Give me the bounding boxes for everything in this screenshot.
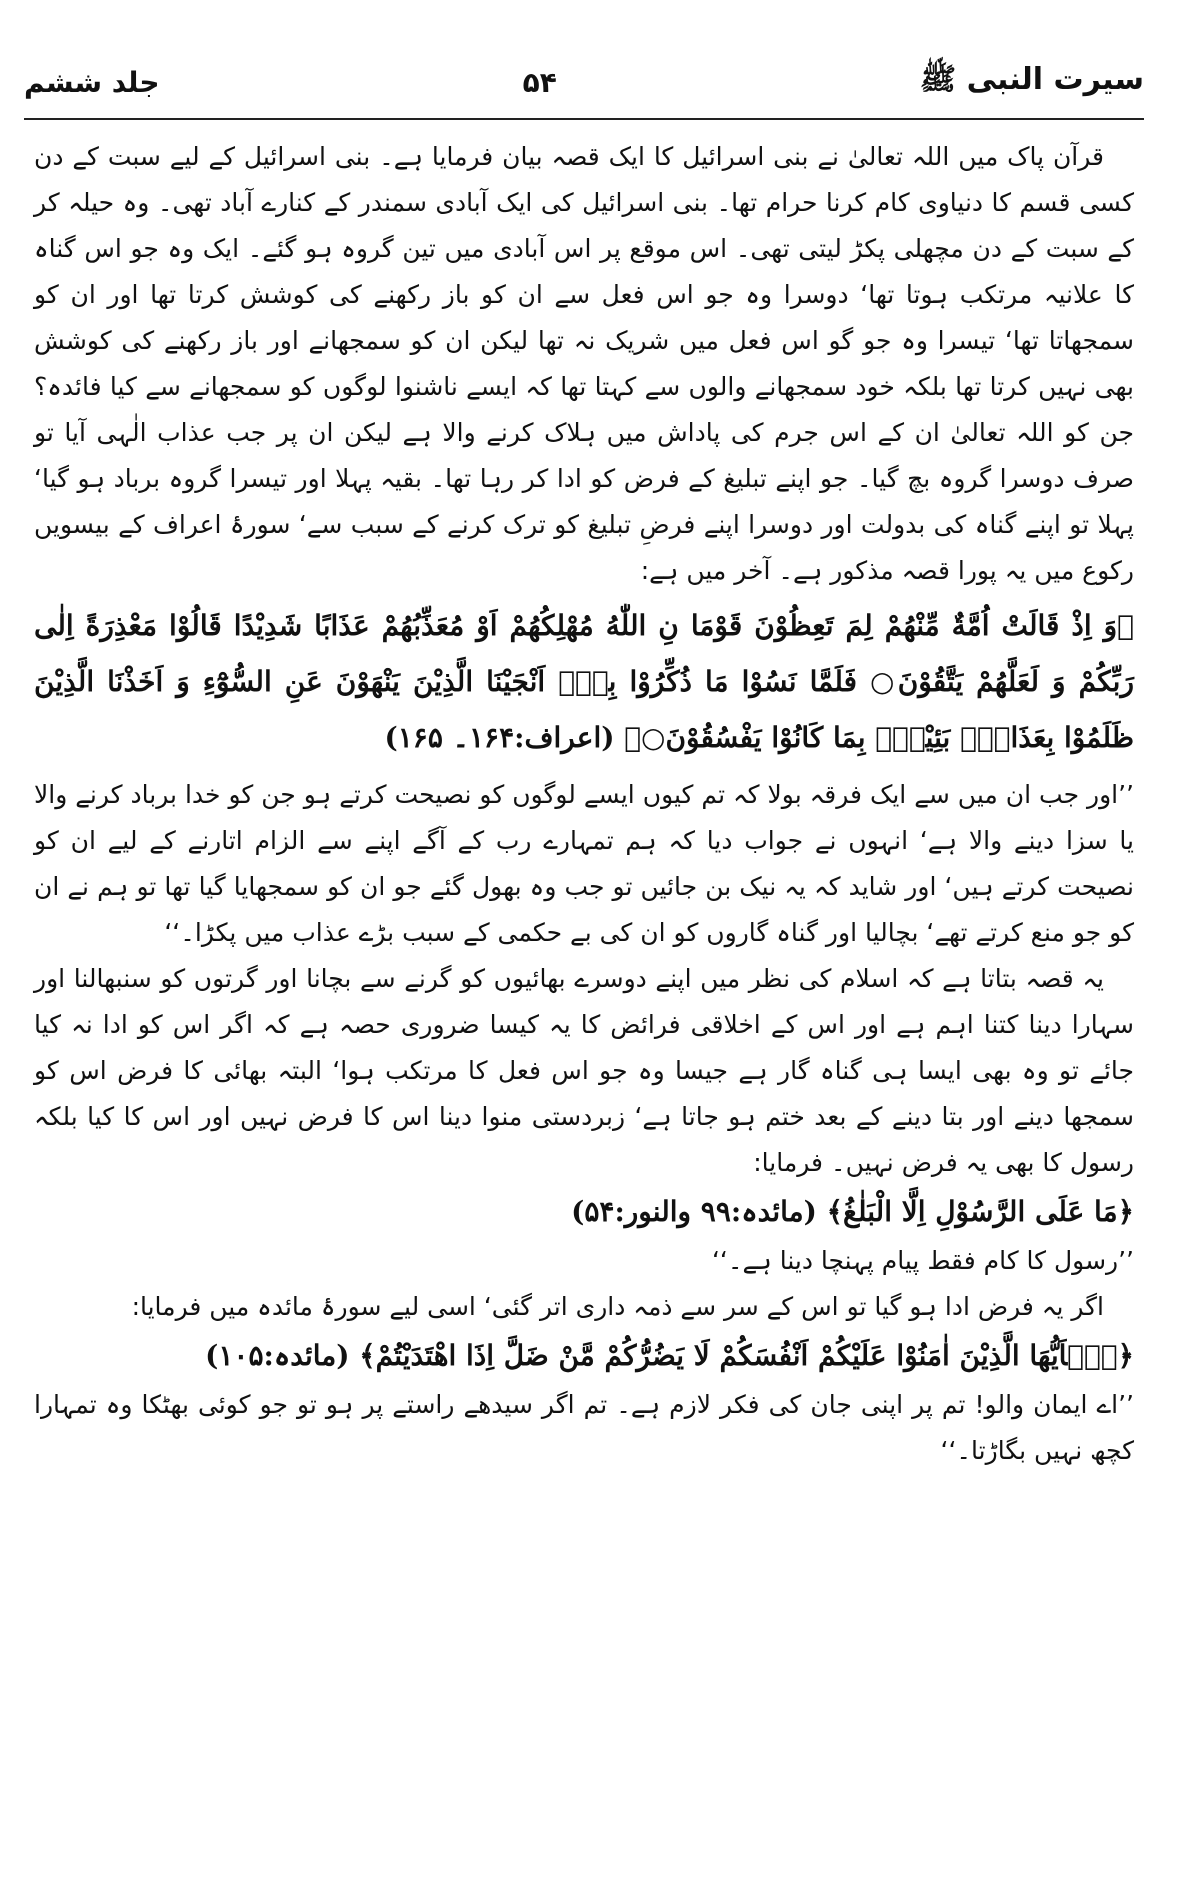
translation-maidah-105: ’’اے ایمان والو! تم پر اپنی جان کی فکر لازم ہے۔ تم اگر سیدھے راستے پر ہو تو جو کوئی بھٹکا وہ تمہارا کچھ نہیں بگاڑتا۔‘‘ xyxy=(34,1390,1134,1465)
translation-araf: ’’اور جب ان میں سے ایک فرقہ بولا کہ تم کیوں ایسے لوگوں کو نصیحت کرتے ہو جن کو خدا برباد کرنے والا یا سزا دینے والا ہے‘ انہوں نے جواب دیا کہ ہم تمہارے رب کے آگے اپنے سے الزام اتارنے کے لیے ان کو نصیحت کرتے ہیں‘ اور شاید کہ یہ نیک بن جائیں تو جب وہ بھول گئے جو ان کو سمجھایا گیا تھا تو ہم نے ان کو جو منع کرتے تھے‘ بچالیا اور گناہ گاروں کو ان کی بے حکمی کے سبب بڑے عذاب میں پکڑا۔‘‘ xyxy=(34,780,1134,947)
volume-label: جلد ششم xyxy=(24,65,160,99)
page-body xyxy=(34,134,1134,1474)
header-rule xyxy=(24,118,1144,120)
quran-quote-araf: ﴿وَ اِذْ قَالَتْ اُمَّةٌ مِّنْهُمْ لِمَ تَعِظُوْنَ قَوْمَا نِ اللّٰهُ مُهْلِكُهُمْ اَوْ مُعَذِّبُهُمْ عَذَابًا شَدِيْدًا قَالُوْا مَعْذِرَةً اِلٰى رَبِّكُمْ وَ لَعَلَّهُمْ يَتَّقُوْنَ○ فَلَمَّا نَسُوْا مَا ذُكِّرُوْا بِهٖۤ اَنْجَيْنَا الَّذِيْنَ يَنْهَوْنَ عَنِ السُّوْٓءِ وَ اَخَذْنَا الَّذِيْنَ ظَلَمُوْا بِعَذَابٍۭ بَئِيْسٍۭ بِمَا كَانُوْا يَفْسُقُوْنَ○﴾ (اعراف:۱۶۴۔ ۱۶۵) xyxy=(34,609,1134,754)
quran-quote-maidah-105: ﴿يٰۤاَيُّهَا الَّذِيْنَ اٰمَنُوْا عَلَيْكُمْ اَنْفُسَكُمْ لَا يَضُرُّكُمْ مَّنْ ضَلَّ اِذَا اهْتَدَيْتُمْ﴾ (مائدہ:۱۰۵) xyxy=(205,1339,1134,1372)
book-title: سیرت النبی ﷺ xyxy=(919,61,1144,97)
page-number: ۵۴ xyxy=(522,65,557,99)
paragraph-responsibility: اگر یہ فرض ادا ہو گیا تو اس کے سر سے ذمہ داری اتر گئی‘ اسی لیے سورۂ مائدہ میں فرمایا: xyxy=(131,1292,1104,1321)
running-header xyxy=(24,52,1144,112)
paragraph-story: قرآن پاک میں اللہ تعالیٰ نے بنی اسرائیل کا ایک قصہ بیان فرمایا ہے۔ بنی اسرائیل کے لیے سبت کے دن کسی قسم کا دنیاوی کام کرنا حرام تھا۔ بنی اسرائیل کی ایک آبادی سمندر کے کنارے آباد تھی۔ وہ حیلہ کر کے سبت کے دن مچھلی پکڑ لیتی تھی۔ اس موقع پر اس آبادی میں تین گروہ ہو گئے۔ ایک وہ جو اس گناہ کا علانیہ مرتکب ہوتا تھا‘ دوسرا وہ جو اس فعل سے ان کو باز رکھنے کی کوشش کرتا تھا اور ان کو سمجھاتا تھا‘ تیسرا وہ جو گو اس فعل میں شریک نہ تھا لیکن ان کو سمجھانے اور باز رکھنے کی کوشش بھی نہیں کرتا تھا بلکہ خود سمجھانے والوں سے کہتا تھا کہ ایسے ناشنوا لوگوں کو سمجھانے سے کیا فائدہ؟ جن کو اللہ تعالیٰ ان کے اس جرم کی پاداش میں ہلاک کرنے والا ہے لیکن ان پر جب عذاب الٰہی آیا تو صرف دوسرا گروہ بچ گیا۔ جو اپنے تبلیغ کے فرض کو ادا کر رہا تھا۔ بقیہ پہلا اور تیسرا گروہ برباد ہو گیا‘ پہلا تو اپنے گناہ کی بدولت اور دوسرا اپنے فرضِ تبلیغ کو ترک کرنے کے سبب سے‘ سورۂ اعراف کے بیسویں رکوع میں یہ پورا قصہ مذکور ہے۔ آخر میں ہے: xyxy=(34,142,1134,585)
translation-maidah-99: ’’رسول کا کام فقط پیام پہنچا دینا ہے۔‘‘ xyxy=(711,1246,1134,1275)
quran-quote-maidah-99: ﴿مَا عَلَى الرَّسُوْلِ اِلَّا الْبَلٰغُ﴾ (مائدہ:۹۹ والنور:۵۴) xyxy=(571,1195,1134,1228)
paragraph-lesson: یہ قصہ بتاتا ہے کہ اسلام کی نظر میں اپنے دوسرے بھائیوں کو گرنے سے بچانا اور گرتوں کو سنبھالنا اور سہارا دینا کتنا اہم ہے اور اس کے اخلاقی فرائض کا یہ کیسا ضروری حصہ ہے کہ اگر اس کو ادا نہ کیا جائے تو وہ بھی ایسا ہی گناہ گار ہے جیسا وہ جو اس فعل کا مرتکب ہوا‘ البتہ بھائی کا فرض اس کو سمجھا دینے اور بتا دینے کے بعد ختم ہو جاتا ہے‘ زبردستی منوا دینا اس کا فرض نہیں اور اس کا کیا بلکہ رسول کا بھی یہ فرض نہیں۔ فرمایا: xyxy=(34,964,1134,1177)
